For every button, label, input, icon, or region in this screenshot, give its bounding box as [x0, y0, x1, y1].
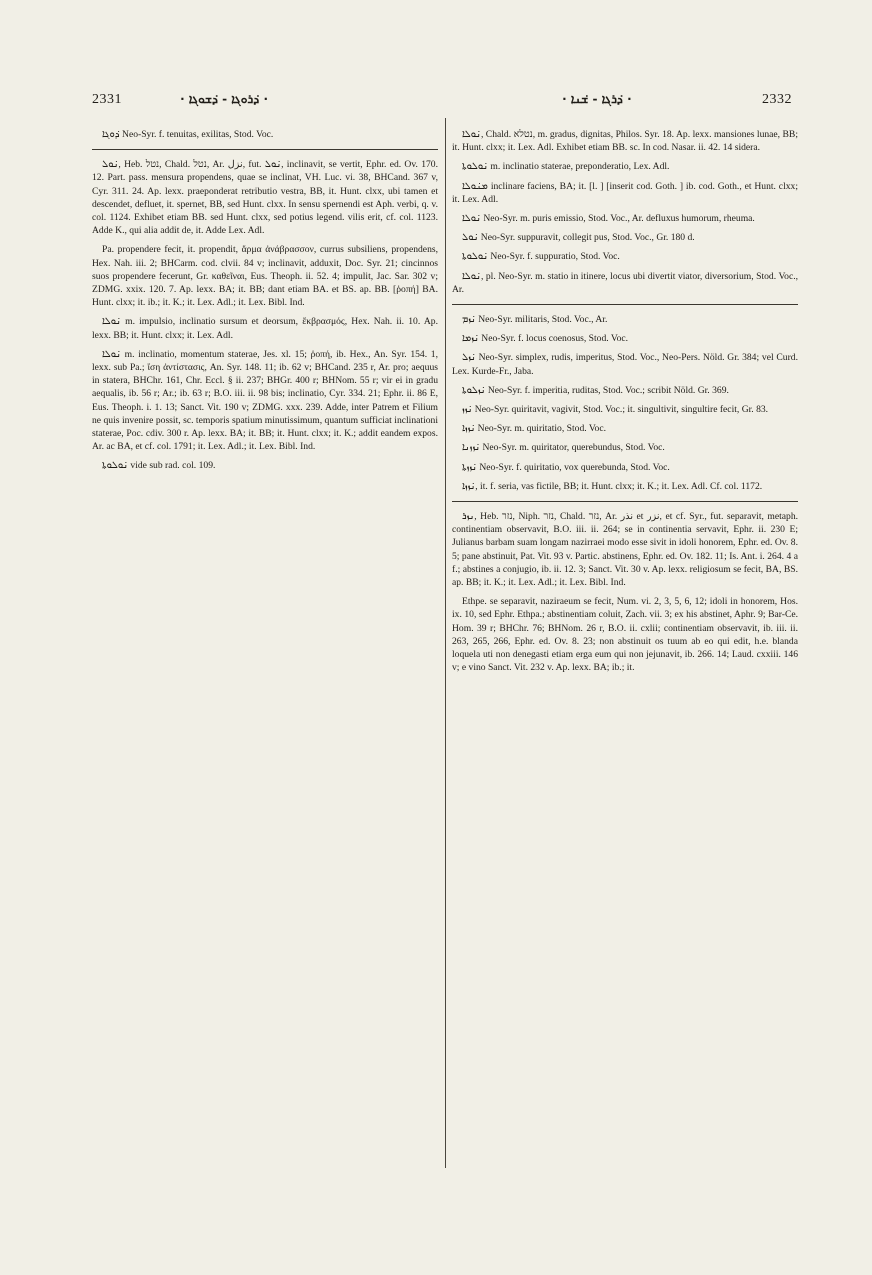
running-title-right: ∙ ܕ݁ܪܓܐ - ܫ݁ܢܐ ∙ — [562, 92, 632, 106]
dictionary-entry: ܕ݁ܘܓܐ Neo-Syr. f. tenuitas, exilitas, Stod. Voc. — [102, 129, 274, 140]
dictionary-entry: ܢ݁ܘܠ Neo-Syr. suppuravit, collegit pus, Stod. Voc., Gr. 180 d. — [462, 232, 695, 244]
dictionary-entry: ܢ݁ܘܠܘܬܐ vide sub rad. col. 109. — [102, 460, 216, 472]
dictionary-entry: ܢ݁ܘܠܐ, pl. Neo-Syr. m. statio in itinere, locus ubi divertit viator, diversorium, Stod. Voc., Ar. — [452, 270, 798, 295]
dictionary-entry: ܢ݁ܙܙ Neo-Syr. quiritavit, vagivit, Stod. Voc.; it. singultivit, singultire fecit, Gr. 83. — [462, 404, 769, 416]
dictionary-entry: ܢ݁ܙܡܐ Neo-Syr. f. locus coenosus, Stod. Voc. — [462, 333, 629, 345]
section-rule — [452, 501, 798, 502]
dictionary-entry: ܢ݁ܘܠܐ Neo-Syr. m. puris emissio, Stod. Voc., Ar. defluxus humorum, rheuma. — [462, 213, 755, 225]
dictionary-entry: ܡܢ݁ܘܠܐ inclinare faciens, BA; it. [l. ] [inserit cod. Goth. ] ib. cod. Goth., et Hunt. clxx; it. Lex. Adl. — [452, 180, 798, 205]
dictionary-entry: ܢ݁ܙܙܐ Neo-Syr. m. quiritatio, Stod. Voc. — [462, 423, 607, 435]
dictionary-entry: ܢ݁ܘܠ, Heb. נטל, Chald. נטל, Ar. نزل, fut. ܢ݁ܘܠ, inclinavit, se vertit, Ephr. ed. Ov. 170. 12. Part. pass. mensura propendens, quae se inclinat, VH. Luc. vi. 38, BHCand. 367 v, Cyr. 311. 24. Ap. lexx. praeponderat retributio vestra, BB, it. Hunt. clxx, ubi tamen et descendet, defluet, it. spernet, BB, sed Hunt. clxx. In sensu spernendi est Aph. verbi, q. v. col. 1124. Exhibet etiam BB. sed Hunt. clxx, sed potius legend. vilis erit, cf. col. 1123. Adde K., qui alia addit de, it. Adde Lex. Adl. — [92, 159, 439, 237]
page-number-left: 2331 — [92, 92, 122, 107]
page-number-right: 2332 — [762, 92, 792, 107]
dictionary-entry: Pa. propendere fecit, it. propendit, ἅρμα ἀνάβρασσον, currus subsiliens, propendens, Hex. Nah. iii. 2; BHCarm. cod. clvii. 84 v; inclinavit, adduxit, Doc. Syr. 21; cincinnos suos propendere fecerunt, Gr. καθεῖναι, Eus. Theoph. ii. 52. 4; impulit, Jac. Sar. 302 v; ZDMG. xxix. 120. 7. Ap. lexx. BA; it. BB; dant etiam BA. et BS. ap. BB. [ῥοπή] BA. Hunt. clxx; it. ib.; it. K.; it. Lex. Adl.; it. Lex. Bibl. Ind. — [92, 244, 438, 309]
column-divider — [445, 118, 446, 1168]
right-column — [452, 128, 798, 681]
dictionary-entry: Ethpe. se separavit, naziraeum se fecit, Num. vi. 2, 3, 5, 6, 12; idoli in honorem, Hos. ix. 10, sed Ephr. Ethpa.; abstinentiam coluit, Zach. vii. 3; ex his abstinet, Aphr. 9; Bar-Ce. Hom. 39 r; BHChr. 76; BHNom. 26 r, B.O. ii. cxlii; continentiam observavit, ib. iii. ii. 263, 265, 266, Ephr. ed. Ov. 8. 23; non abstinuit os tuum ab eo qui edit, h.e. blanda loquela uti non denegasti etiam erga eum qui non jejunavit, ib. 266. 14; Laud. cxxiii. 146 v; e vino Sanct. Vit. 232 v. Ap. lexx. BA; ib.; it. — [452, 596, 798, 674]
dictionary-entry: ܢ݁ܘܠܘܬܐ Neo-Syr. f. suppuratio, Stod. Voc. — [462, 251, 620, 263]
dictionary-entry: ܢ݁ܙܠܘܬܐ Neo-Syr. f. imperitia, ruditas, Stod. Voc.; scribit Nöld. Gr. 369. — [462, 384, 729, 396]
section-rule — [92, 149, 438, 150]
page-header — [92, 92, 792, 114]
dictionary-entry: ܢ݁ܘܠܐ m. inclinatio, momentum staterae, Jes. xl. 15; ῥοπή, ib. Hex., An. Syr. 154. 1, lexx. sub Pa.; ἴση ἀντίστασις, An. Syr. 148. 11; ib. 62 v; BHCand. 235 r, Ar. pro; aequus in statera, BHChr. 161, Chr. Eccl. § ii. 237; BHGr. 400 r; BHNom. 55 r; vir ei in gradu aequalis, ib. 56 r; Ar.; ib. 63 r; B.O. iii. ii. 98 bis; inclinatio, Cyr. 334. 21; Ephr. ii. 86 E, Eus. Theoph. i. 1. 13; Sanct. Vit. 190 v; ZDMG. xxx. 239. Adde, inter Patrem et Filium ne quis invenire possit, sc. temporis spatium minutissimum, quantum sufficiat inclinationi staterae, Poc. cdiv. 300 r. Ap. lexx. BA; it. BB; it. Hunt. clxx; it. K.; addit eandem expos. Ar. ac BA, et cf. col. 1791; it. Lex. Adl.; it. Lex. Bibl. Ind. — [92, 348, 438, 453]
left-column — [92, 128, 438, 479]
dictionary-entry: ܢ݁ܙܙܬܐ Neo-Syr. f. quiritatio, vox querebunda, Stod. Voc. — [462, 461, 670, 473]
dictionary-entry: ܢ݁ܙܙܢܐ Neo-Syr. m. quiritator, querebundus, Stod. Voc. — [462, 442, 665, 454]
section-rule — [452, 304, 798, 305]
dictionary-entry: ܢ݁ܙܡ Neo-Syr. militaris, Stod. Voc., Ar. — [462, 314, 608, 326]
dictionary-entry: ܢ݁ܘܠܐ m. impulsio, inclinatio sursum et deorsum, ἔκβρασμός, Hex. Nah. ii. 10. Ap. lexx. BB; it. Hunt. clxx; it. Lex. Adl. — [92, 316, 438, 341]
dictionary-entry: ܢ݁ܘܠܘܬܐ m. inclinatio staterae, preponderatio, Lex. Adl. — [462, 161, 670, 173]
running-title-left: ∙ ܕ݁ܪܘܓܐ - ܕ݁ܫܘܓܐ ∙ — [180, 92, 268, 106]
dictionary-entry: ܢܙܪ, Heb. נזר, Niph. נזר, Chald. נזר, Ar. نذر et نزر, et cf. Syr., fut. separavit, metaph. continentiam observavit, B.O. iii. ii. 264; se in continentia servavit, Ephr. ii. 230 E; Julianus barbam suam longam nazirraei modo esse sivit in idoli honorem, Ephr. ed. Ov. 8. 5; pane abstinuit, Pat. Vit. 93 v. Partic. abstinens, Ephr. ed. Ov. 182. 11; Is. Ant. i. 264. 4 a f.; abstines a conjugio, ib. ii. 12. 3; Sanct. Vit. 30 v. Ap. lexx. religiosum se fecit, BA, BS. ap. BB; it. K.; it. Lex. Adl.; it. Lex. Bibl. Ind. — [452, 511, 799, 589]
dictionary-entry: ܢ݁ܙܠ Neo-Syr. simplex, rudis, imperitus, Stod. Voc., Neo-Pers. Nöld. Gr. 384; vel Curd. Lex. Kurde-Fr., Jaba. — [452, 352, 798, 377]
dictionary-entry: ܢ݁ܘܠܐ, Chald. נטלא, m. gradus, dignitas, Philos. Syr. 18. Ap. lexx. mansiones lunae, BB; it. Hunt. clxx; it. Lex. Adl. Exhibet etiam BB. sc. In cod. Nasar. ii. 42. 14 sidera. — [452, 129, 798, 154]
dictionary-entry: ܢ݁ܙܙܐ, it. f. seria, vas fictile, BB; it. Hunt. clxx; it. K.; it. Lex. Adl. Cf. col. 1172. — [462, 480, 763, 492]
